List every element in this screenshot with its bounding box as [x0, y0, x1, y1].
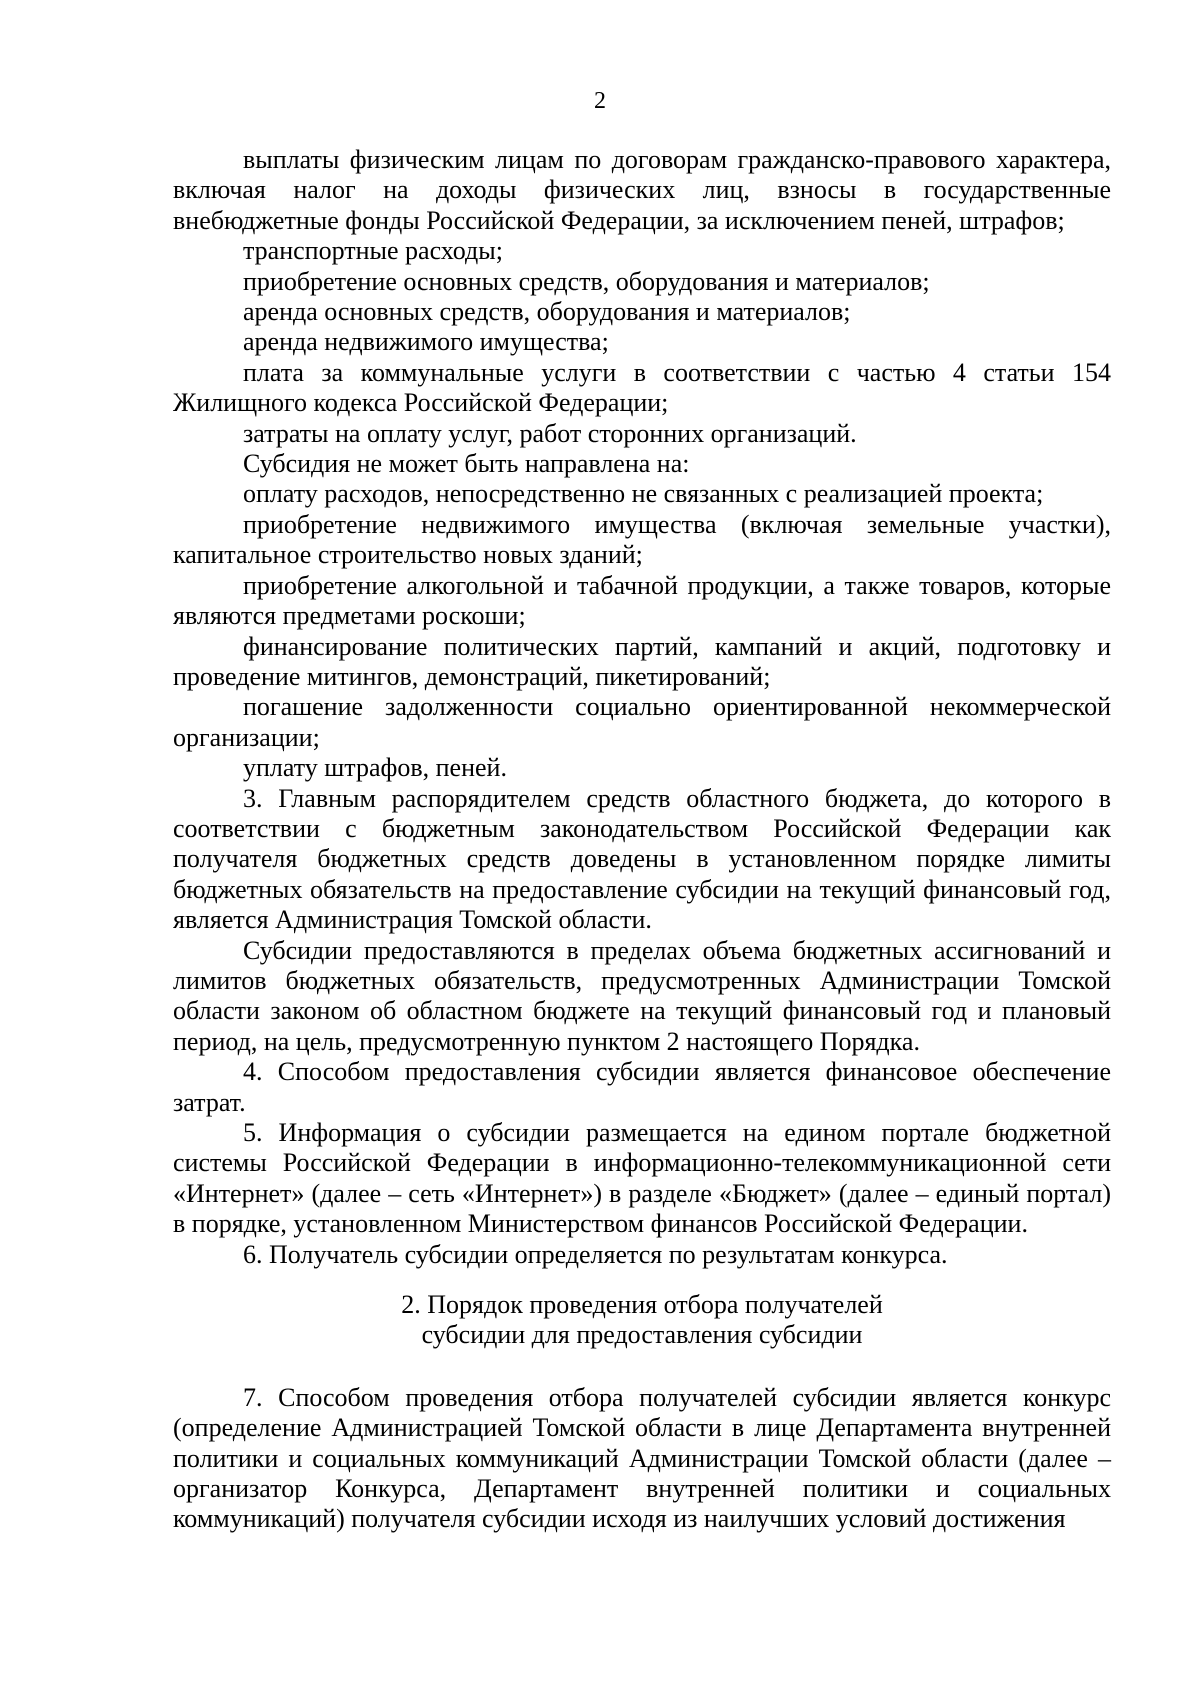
paragraph: аренда основных средств, оборудования и материалов; — [243, 297, 851, 327]
document-body — [173, 145, 1111, 1535]
paragraph: погашение задолженности социально ориентированной некоммерческой организации; — [173, 692, 1111, 752]
paragraph: 3. Главным распорядителем средств областного бюджета, до которого в соответствии с бюджетным законодательством Российской Федерации как получателя бюджетных средств доведены в установленном порядке лимиты бюджетных обязательств на предоставление субсидии на текущий финансовый год, является Администрация Томской области. — [173, 783, 1111, 935]
paragraph: приобретение алкогольной и табачной продукции, а также товаров, которые являются предметами роскоши; — [173, 570, 1111, 631]
paragraph: плата за коммунальные услуги в соответствии с частью 4 статьи 154 Жилищного кодекса Российской Федерации; — [173, 357, 1111, 418]
paragraph: Субсидия не может быть направлена на: — [243, 449, 690, 479]
paragraph: финансирование политических партий, кампаний и акций, подготовку и проведение митингов, демонстраций, пикетирований; — [173, 631, 1111, 691]
section-heading-line: субсидии для предоставления субсидии — [421, 1320, 863, 1350]
section-heading — [173, 1290, 1111, 1351]
paragraph: оплату расходов, непосредственно не связанных с реализацией проекта; — [243, 479, 1044, 509]
paragraph: выплаты физическим лицам по договорам гражданско-правового характера, включая налог на доходы физических лиц, взносы в государственные внебюджетные фонды Российской Федерации, за исключением пеней, штрафов; — [173, 145, 1111, 235]
paragraph: приобретение основных средств, оборудования и материалов; — [243, 266, 930, 296]
paragraph: уплату штрафов, пеней. — [243, 753, 507, 783]
section-heading-line: 2. Порядок проведения отбора получателей — [401, 1290, 883, 1320]
paragraph: 7. Способом проведения отбора получателей субсидии является конкурс (определение Администрацией Томской области в лице Департамента внутренней политики и социальных коммуникаций Администрации Томской области (далее – организатор Конкурса, Департамент внутренней политики и социальных коммуникаций) получателя субсидии исходя из наилучших условий достижения — [173, 1382, 1111, 1534]
paragraph: Субсидии предоставляются в пределах объема бюджетных ассигнований и лимитов бюджетных обязательств, предусмотренных Администрации Томской области законом об областном бюджете на текущий финансовый год и плановый период, на цель, предусмотренную пунктом 2 настоящего Порядка. — [173, 935, 1111, 1056]
paragraph: 5. Информация о субсидии размещается на едином портале бюджетной системы Российской Федерации в информационно-телекоммуникационной сети «Интернет» (далее – сеть «Интернет») в разделе «Бюджет» (далее – единый портал) в порядке, установленном Министерством финансов Российской Федерации. — [173, 1118, 1111, 1239]
page-number: 2 — [594, 88, 606, 114]
paragraph: приобретение недвижимого имущества (включая земельные участки), капитальное строительство новых зданий; — [173, 509, 1111, 570]
paragraph: аренда недвижимого имущества; — [243, 327, 609, 357]
paragraph: 6. Получатель субсидии определяется по результатам конкурса. — [243, 1239, 948, 1269]
paragraph: 4. Способом предоставления субсидии является финансовое обеспечение затрат. — [173, 1057, 1111, 1117]
paragraph: затраты на оплату услуг, работ сторонних организаций. — [243, 418, 857, 448]
paragraph: транспортные расходы; — [243, 236, 503, 266]
